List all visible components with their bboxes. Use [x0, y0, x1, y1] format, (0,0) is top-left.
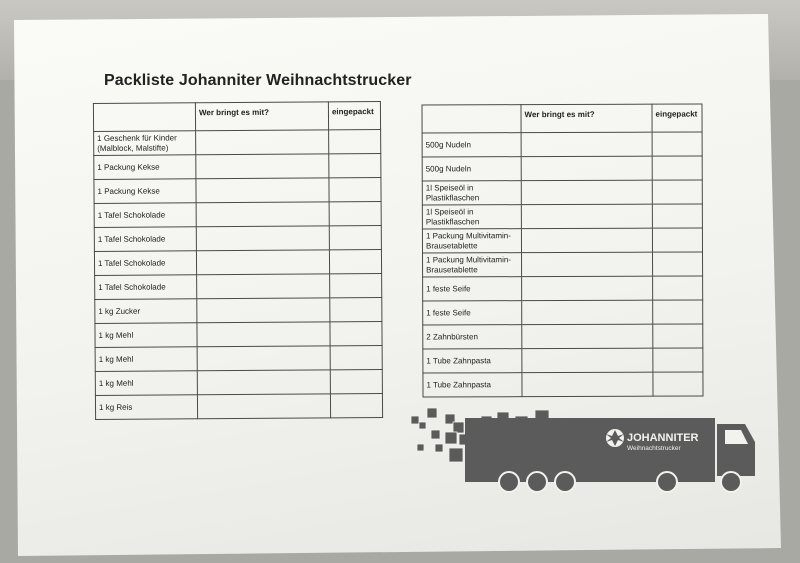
- table-row: [94, 154, 381, 180]
- packing-table-left: [93, 101, 383, 420]
- table-row: [95, 393, 382, 419]
- who-brings-cell[interactable]: [196, 178, 329, 203]
- table-row: [423, 324, 703, 349]
- table-row: [94, 178, 381, 204]
- who-brings-cell[interactable]: [521, 228, 652, 252]
- item-cell: 1 Tube Zahnpasta: [423, 373, 522, 397]
- table-row: [95, 345, 382, 371]
- who-brings-cell[interactable]: [522, 252, 653, 276]
- packed-cell[interactable]: [652, 180, 702, 204]
- item-cell: 500g Nudeln: [422, 133, 521, 157]
- item-cell: 1 kg Zucker: [95, 299, 197, 324]
- item-cell: 2 Zahnbürsten: [423, 325, 522, 349]
- packed-cell[interactable]: [652, 156, 702, 180]
- packed-cell[interactable]: [653, 276, 703, 300]
- item-cell: 1 feste Seife: [423, 301, 522, 325]
- table-row: [423, 300, 703, 325]
- who-brings-cell[interactable]: [196, 202, 329, 227]
- packed-cell[interactable]: [653, 372, 703, 396]
- who-brings-cell[interactable]: [197, 274, 330, 299]
- table-row: [422, 156, 702, 181]
- item-cell: 500g Nudeln: [422, 157, 521, 181]
- item-cell: 1 Packung Kekse: [94, 155, 196, 180]
- column-header-item: [93, 103, 195, 132]
- table-row: [423, 372, 703, 397]
- page-title: Packliste Johanniter Weihnachtstrucker: [104, 72, 412, 89]
- who-brings-cell[interactable]: [197, 322, 330, 347]
- item-cell: 1 Tafel Schokolade: [94, 203, 196, 228]
- item-cell: 1 Geschenk für Kinder (Malblock, Malstifte): [94, 131, 196, 156]
- logo-brand: JOHANNITER: [627, 432, 699, 444]
- table-row: [95, 369, 382, 395]
- packed-cell[interactable]: [652, 132, 702, 156]
- packed-cell[interactable]: [653, 324, 703, 348]
- table-row: [422, 228, 702, 253]
- packed-cell[interactable]: [653, 348, 703, 372]
- packed-cell[interactable]: [330, 345, 382, 369]
- column-header-packed: eingepackt: [652, 104, 702, 132]
- item-cell: 1 Tafel Schokolade: [94, 227, 196, 252]
- who-brings-cell[interactable]: [522, 324, 653, 348]
- packed-cell[interactable]: [329, 201, 381, 225]
- packed-cell[interactable]: [652, 228, 702, 252]
- who-brings-cell[interactable]: [196, 154, 329, 179]
- column-header-item: [422, 105, 521, 133]
- item-cell: 1 Packung Multivitamin-Brausetablette: [423, 253, 522, 277]
- packing-table-right: [421, 104, 703, 398]
- packed-cell[interactable]: [330, 369, 382, 393]
- item-cell: 1l Speiseöl in Plastikflaschen: [422, 181, 521, 205]
- table-row: [423, 348, 703, 373]
- who-brings-cell[interactable]: [197, 298, 330, 323]
- packed-cell[interactable]: [653, 252, 703, 276]
- item-cell: 1 feste Seife: [423, 277, 522, 301]
- who-brings-cell[interactable]: [521, 180, 652, 204]
- table-row: [422, 132, 702, 157]
- item-cell: 1 Packung Multivitamin-Brausetablette: [422, 229, 521, 253]
- table-row: [423, 276, 703, 301]
- who-brings-cell[interactable]: [522, 300, 653, 324]
- packed-cell[interactable]: [329, 225, 381, 249]
- who-brings-cell[interactable]: [522, 348, 653, 372]
- who-brings-cell[interactable]: [196, 226, 329, 251]
- packed-cell[interactable]: [329, 130, 381, 154]
- item-cell: 1l Speiseöl in Plastikflaschen: [422, 205, 521, 229]
- table-row: [95, 273, 382, 299]
- logo-subtitle: Weihnachtstrucker: [627, 445, 681, 452]
- column-header-packed: eingepackt: [328, 102, 380, 130]
- who-brings-cell[interactable]: [521, 204, 652, 228]
- packed-cell[interactable]: [330, 273, 382, 297]
- packed-cell[interactable]: [329, 154, 381, 178]
- who-brings-cell[interactable]: [522, 276, 653, 300]
- table-header-row: [93, 102, 380, 132]
- table-row: [94, 201, 381, 227]
- who-brings-cell[interactable]: [196, 250, 329, 275]
- table-row: [94, 225, 381, 251]
- who-brings-cell[interactable]: [196, 130, 329, 155]
- johanniter-cross-icon: [606, 429, 624, 447]
- who-brings-cell[interactable]: [522, 372, 653, 396]
- item-cell: 1 Tafel Schokolade: [95, 275, 197, 300]
- table-row: [95, 321, 382, 347]
- packed-cell[interactable]: [329, 249, 381, 273]
- who-brings-cell[interactable]: [521, 132, 652, 156]
- packed-cell[interactable]: [653, 300, 703, 324]
- who-brings-cell[interactable]: [197, 370, 330, 395]
- weihnachtstrucker-logo: [405, 404, 760, 494]
- item-cell: 1 kg Mehl: [95, 347, 197, 372]
- item-cell: 1 Packung Kekse: [94, 179, 196, 204]
- table-row: [423, 252, 703, 277]
- item-cell: 1 kg Mehl: [95, 323, 197, 348]
- item-cell: 1 Tube Zahnpasta: [423, 349, 522, 373]
- item-cell: 1 kg Reis: [95, 395, 197, 420]
- item-cell: 1 kg Mehl: [95, 371, 197, 396]
- table-row: [95, 297, 382, 323]
- column-header-who: Wer bringt es mit?: [521, 104, 652, 132]
- who-brings-cell[interactable]: [521, 156, 652, 180]
- packed-cell[interactable]: [652, 204, 702, 228]
- table-row: [422, 180, 702, 205]
- table-header-row: [422, 104, 702, 133]
- who-brings-cell[interactable]: [197, 346, 330, 371]
- item-cell: 1 Tafel Schokolade: [94, 251, 196, 276]
- column-header-who: Wer bringt es mit?: [195, 102, 328, 131]
- table-row: [422, 204, 702, 229]
- packed-cell[interactable]: [330, 297, 382, 321]
- table-row: [94, 130, 381, 156]
- who-brings-cell[interactable]: [197, 394, 330, 419]
- packed-cell[interactable]: [330, 321, 382, 345]
- table-row: [94, 249, 381, 275]
- packed-cell[interactable]: [330, 393, 382, 417]
- packed-cell[interactable]: [329, 178, 381, 202]
